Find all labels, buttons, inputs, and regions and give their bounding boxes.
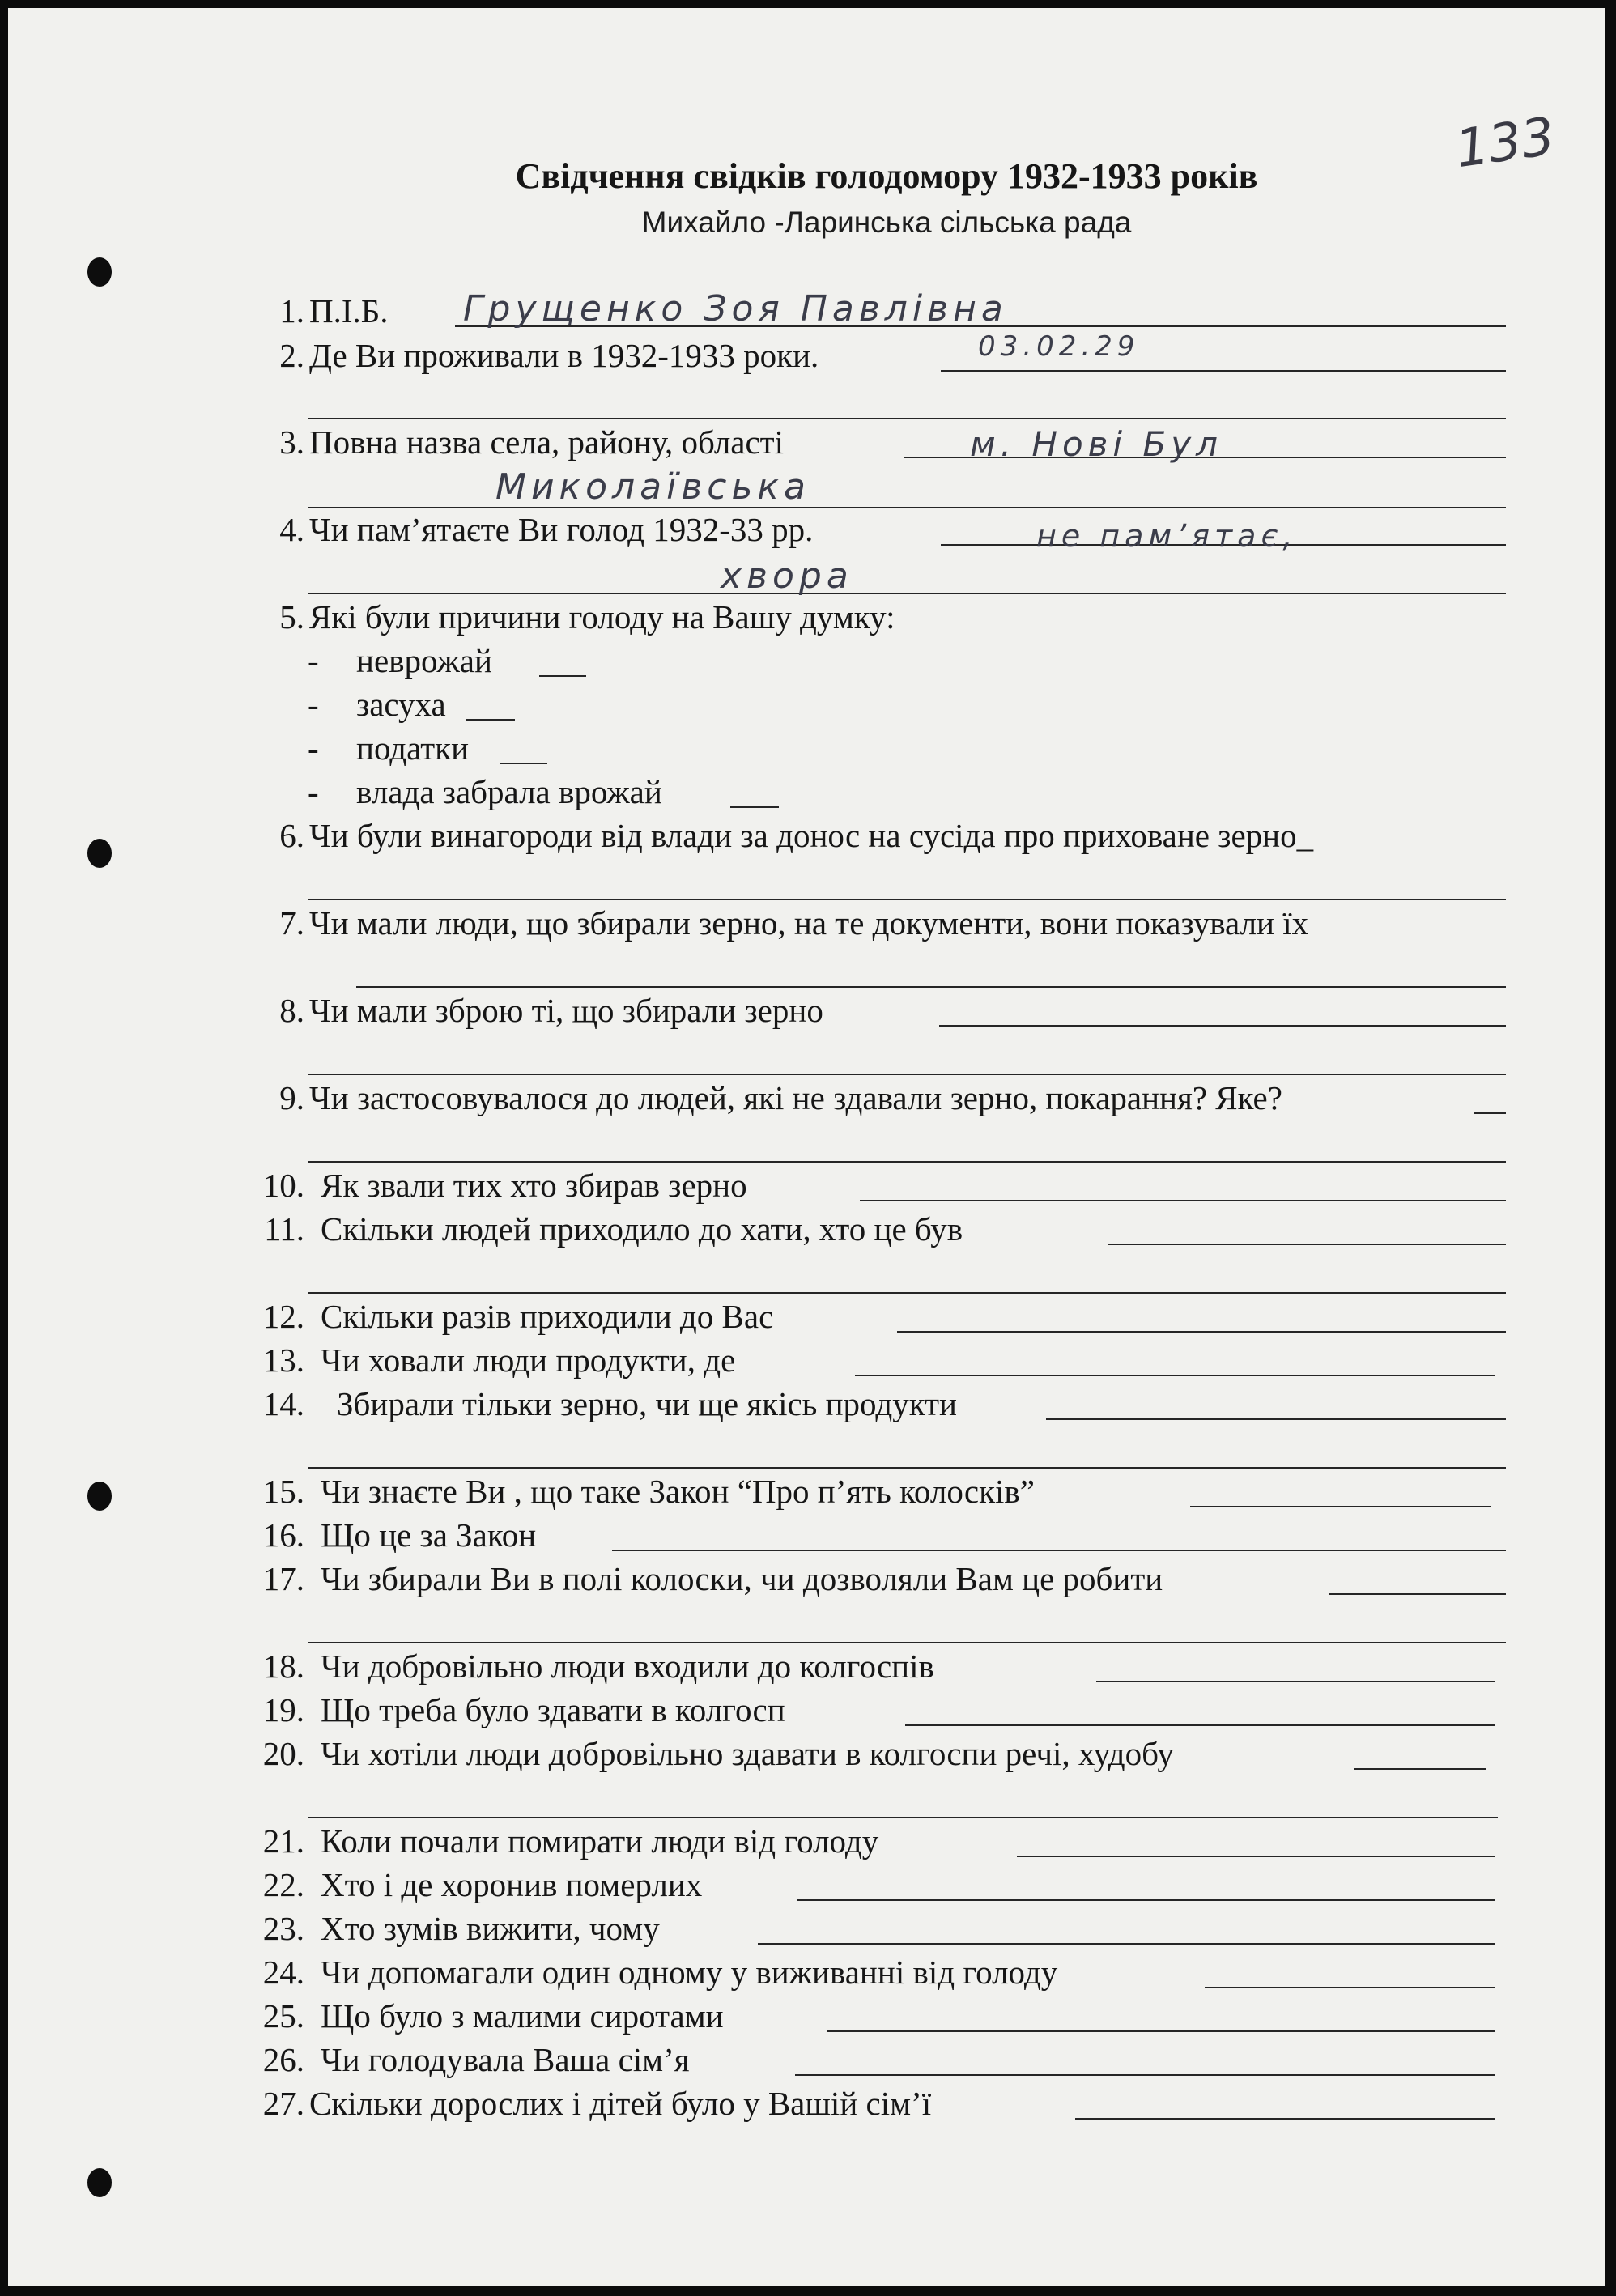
- question-text: Чи хотіли люди добровільно здавати в колгоспи речі, худобу: [321, 1735, 1174, 1772]
- question-number: 27.: [262, 2085, 304, 2122]
- handwritten-memory: не пам’ятає,: [1036, 518, 1298, 554]
- question-7: [259, 904, 1506, 947]
- question-number: 15.: [262, 1473, 304, 1510]
- question-text: Де Ви проживали в 1932-1933 роки.: [309, 337, 819, 374]
- question-text: Які були причини голоду на Вашу думку:: [309, 598, 895, 636]
- question-15: [259, 1472, 1506, 1516]
- question-text: Чи голодувала Ваша сім’я: [321, 2041, 690, 2078]
- question-number: 20.: [262, 1735, 304, 1772]
- question-number: 14.: [262, 1385, 304, 1422]
- question-18: [259, 1647, 1506, 1690]
- question-number: 8.: [279, 992, 304, 1029]
- answer-line[interactable]: [1046, 1418, 1506, 1420]
- answer-line[interactable]: [860, 1200, 1506, 1201]
- question-2: [259, 336, 1506, 380]
- punch-hole: [87, 839, 112, 868]
- question-text: Чи були винагороди від влади за донос на сусіда про приховане зерно_: [309, 817, 1314, 854]
- question-text: Що треба було здавати в колгосп: [321, 1691, 785, 1728]
- punch-hole: [87, 2168, 112, 2197]
- punch-hole: [87, 1482, 112, 1511]
- question-number: 7.: [279, 904, 304, 942]
- question-8: [259, 991, 1506, 1035]
- answer-line[interactable]: [795, 2074, 1495, 2076]
- question-number: 25.: [262, 1997, 304, 2035]
- answer-line-continued[interactable]: [308, 593, 1506, 594]
- answer-line[interactable]: [897, 1331, 1506, 1333]
- answer-line[interactable]: [855, 1375, 1495, 1376]
- answer-line[interactable]: [1329, 1593, 1506, 1595]
- question-19: [259, 1690, 1506, 1734]
- answer-line[interactable]: [1474, 1112, 1506, 1114]
- question-text: Хто зумів вижити, чому: [321, 1910, 660, 1947]
- answer-line[interactable]: [1017, 1856, 1495, 1857]
- cause-label: неврожай: [356, 642, 492, 679]
- question-number: 24.: [262, 1954, 304, 1991]
- handwritten-memory-note: хвора: [721, 555, 853, 597]
- question-text: Скільки людей приходило до хати, хто це був: [321, 1210, 963, 1248]
- cause-checkbox-line[interactable]: [500, 763, 547, 764]
- cause-label: влада забрала врожай: [356, 773, 662, 810]
- answer-line[interactable]: [941, 370, 1506, 372]
- question-21: [259, 1822, 1506, 1865]
- question-text: Що було з малими сиротами: [321, 1997, 724, 2035]
- answer-line[interactable]: [356, 986, 1506, 988]
- question-number: 16.: [262, 1516, 304, 1554]
- handwritten-name: Грущенко Зоя Павлівна: [463, 288, 1008, 330]
- question-text: Чи допомагали один одному у виживанні від голоду: [321, 1954, 1058, 1991]
- question-number: 21.: [262, 1822, 304, 1860]
- question-26: [259, 2040, 1506, 2084]
- question-number: 11.: [264, 1210, 304, 1248]
- question-text: Чи застосовувалося до людей, які не здавали зерно, покарання? Яке?: [309, 1079, 1282, 1116]
- question-text: Збирали тільки зерно, чи ще якісь продукти: [337, 1385, 957, 1422]
- question-6: [259, 816, 1506, 860]
- handwritten-place: м. Нові Бул: [970, 424, 1223, 464]
- question-9: [259, 1078, 1506, 1122]
- question-14: [259, 1384, 1506, 1428]
- cause-label: податки: [356, 729, 470, 767]
- question-5: [259, 597, 1506, 641]
- question-11: [259, 1210, 1506, 1253]
- question-13: [259, 1341, 1506, 1384]
- answer-line[interactable]: [1190, 1506, 1491, 1507]
- question-text: Чи добровільно люди входили до колгоспів: [321, 1648, 934, 1685]
- question-text: П.І.Б.: [309, 292, 389, 330]
- cause-checkbox-line[interactable]: [466, 719, 515, 721]
- bullet-dash: -: [308, 773, 319, 810]
- bullet-dash: -: [308, 686, 319, 723]
- question-number: 1.: [279, 292, 304, 330]
- answer-line-continued[interactable]: [308, 1817, 1498, 1818]
- question-10: [259, 1166, 1506, 1210]
- page-subtitle: Михайло -Ларинська сільська рада: [641, 206, 1132, 239]
- question-12: [259, 1297, 1506, 1341]
- question-20: [259, 1734, 1506, 1778]
- question-24: [259, 1953, 1506, 1996]
- answer-line[interactable]: [827, 2030, 1495, 2032]
- cause-label: засуха: [356, 686, 446, 723]
- answer-line[interactable]: [1354, 1768, 1486, 1770]
- handwritten-region: Миколаївська: [495, 466, 810, 508]
- question-17: [259, 1559, 1506, 1603]
- question-number: 23.: [262, 1910, 304, 1947]
- question-number: 6.: [279, 817, 304, 854]
- questionnaire-page: [8, 8, 1605, 2286]
- question-number: 10.: [262, 1167, 304, 1204]
- question-3: [259, 423, 1506, 466]
- question-text: Чи мали зброю ті, що збирали зерно: [309, 992, 823, 1029]
- cause-option: [308, 685, 632, 729]
- question-text: Чи збирали Ви в полі колоски, чи дозволяли Вам це робити: [321, 1560, 1163, 1597]
- answer-line-continued[interactable]: [308, 507, 1506, 508]
- question-number: 3.: [279, 423, 304, 461]
- question-number: 26.: [262, 2041, 304, 2078]
- question-4: [259, 510, 1506, 554]
- answer-line[interactable]: [905, 1724, 1495, 1726]
- cause-checkbox-line[interactable]: [539, 675, 586, 677]
- question-23: [259, 1909, 1506, 1953]
- answer-line-continued[interactable]: [308, 1642, 1506, 1643]
- question-text: Хто і де хоронив померлих: [321, 1866, 703, 1903]
- handwritten-date: 03.02.29: [978, 330, 1140, 363]
- question-text: Повна назва села, району, області: [309, 423, 784, 461]
- question-16: [259, 1516, 1506, 1559]
- page-number: 133: [1452, 106, 1559, 181]
- cause-option: [308, 772, 793, 816]
- answer-line-continued[interactable]: [308, 1074, 1506, 1075]
- answer-line-continued[interactable]: [308, 1161, 1506, 1163]
- answer-line[interactable]: [1205, 1987, 1495, 1988]
- answer-line-continued[interactable]: [308, 1292, 1506, 1294]
- bullet-dash: -: [308, 642, 319, 679]
- cause-option: [308, 641, 632, 685]
- question-number: 19.: [262, 1691, 304, 1728]
- question-22: [259, 1865, 1506, 1909]
- answer-line[interactable]: [308, 899, 1506, 900]
- punch-hole: [87, 257, 112, 287]
- question-number: 2.: [279, 337, 304, 374]
- question-text: Коли почали помирати люди від голоду: [321, 1822, 879, 1860]
- question-text: Що це за Закон: [321, 1516, 537, 1554]
- cause-checkbox-line[interactable]: [730, 806, 779, 808]
- question-number: 17.: [262, 1560, 304, 1597]
- question-number: 12.: [262, 1298, 304, 1335]
- answer-line[interactable]: [797, 1899, 1495, 1901]
- answer-line-continued[interactable]: [308, 418, 1506, 419]
- answer-line[interactable]: [1108, 1244, 1506, 1245]
- question-number: 4.: [279, 511, 304, 548]
- question-25: [259, 1996, 1506, 2040]
- bullet-dash: -: [308, 729, 319, 767]
- question-27: [259, 2084, 1506, 2128]
- answer-line[interactable]: [939, 1025, 1506, 1027]
- question-text: Як звали тих хто збирав зерно: [321, 1167, 747, 1204]
- question-number: 22.: [262, 1866, 304, 1903]
- question-number: 9.: [279, 1079, 304, 1116]
- question-number: 18.: [262, 1648, 304, 1685]
- question-text: Чи знаєте Ви , що таке Закон “Про п’ять колосків”: [321, 1473, 1035, 1510]
- question-text: Скільки дорослих і дітей було у Вашій сім’ї: [309, 2085, 932, 2122]
- answer-line[interactable]: [1075, 2118, 1495, 2120]
- question-text: Скільки разів приходили до Вас: [321, 1298, 774, 1335]
- answer-line[interactable]: [612, 1550, 1506, 1551]
- page-title: Свідчення свідків голодомору 1932-1933 років: [515, 156, 1258, 196]
- answer-line[interactable]: [1096, 1681, 1495, 1682]
- cause-option: [308, 729, 632, 772]
- question-text: Чи пам’ятаєте Ви голод 1932-33 рр.: [309, 511, 814, 548]
- question-text: Чи мали люди, що збирали зерно, на те документи, вони показували їх: [309, 904, 1309, 942]
- answer-line[interactable]: [758, 1943, 1495, 1945]
- question-text: Чи ховали люди продукти, де: [321, 1341, 736, 1379]
- question-number: 13.: [262, 1341, 304, 1379]
- question-number: 5.: [279, 598, 304, 636]
- answer-line-continued[interactable]: [308, 1467, 1506, 1469]
